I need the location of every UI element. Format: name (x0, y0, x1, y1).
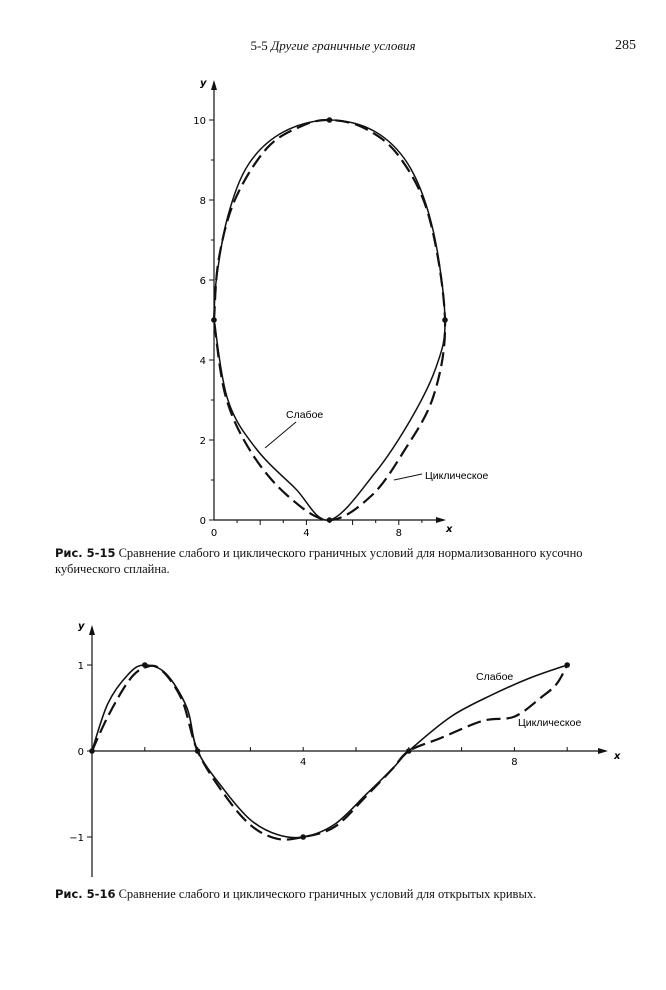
y-tick-label: −1 (69, 833, 84, 844)
control-point (89, 748, 95, 754)
control-point (142, 662, 148, 668)
running-header (0, 38, 666, 58)
control-point (327, 517, 333, 523)
page-number: 285 (615, 38, 636, 53)
figure-5-16-caption (55, 886, 640, 902)
x-tick-label: 8 (511, 757, 518, 768)
y-axis-arrow (89, 625, 95, 635)
figure-5-15-caption (55, 545, 640, 577)
annotation-cyclic: Циклическое (518, 717, 582, 729)
x-axis-arrow (598, 748, 608, 754)
section-title (0, 38, 666, 54)
x-tick-label: 4 (303, 528, 310, 539)
annotation-weak-leader (265, 422, 296, 448)
series-cyclic-curve (214, 120, 445, 520)
x-tick-label: 4 (300, 757, 307, 768)
section-name: Другие граничные условия (271, 38, 416, 53)
x-axis-label: x (614, 751, 621, 762)
x-axis-arrow (436, 517, 446, 523)
control-point (300, 834, 306, 840)
figure-5-15-chart (0, 70, 666, 540)
series-weak-curve (214, 120, 445, 520)
annotation-weak: Слабое (286, 409, 324, 421)
x-axis-label: x (446, 524, 453, 535)
series-cyclic-curve (92, 665, 567, 840)
control-point (211, 317, 217, 323)
y-tick-label: 8 (199, 196, 206, 207)
section-number: 5-5 (250, 38, 268, 53)
control-point (195, 748, 201, 754)
annotation-cyclic: Циклическое (425, 470, 489, 482)
y-axis-arrow (211, 80, 217, 90)
figure-5-16-chart (0, 615, 666, 885)
axes (193, 78, 453, 539)
annotation-cyclic-leader (394, 474, 422, 480)
figure-5-16-label: Рис. 5-16 (55, 887, 116, 901)
x-tick-label: 0 (210, 528, 218, 539)
control-point (442, 317, 448, 323)
figure-5-15-text: Сравнение слабого и циклического граничных условий для нормализованного кусочно кубического сплайна. (55, 546, 583, 576)
y-tick-label: 6 (199, 276, 206, 287)
y-tick-label: 1 (77, 661, 84, 672)
y-tick-label: 0 (77, 747, 84, 758)
control-point (406, 748, 412, 754)
y-axis-label: y (200, 78, 207, 89)
control-point (564, 662, 570, 668)
annotation-weak: Слабое (476, 671, 514, 683)
x-tick-label: 8 (395, 528, 402, 539)
figure-5-16-text: Сравнение слабого и циклического граничных условий для открытых кривых. (118, 887, 537, 901)
figure-5-15-label: Рис. 5-15 (55, 546, 116, 560)
y-tick-label: 4 (199, 356, 206, 367)
control-point (327, 117, 333, 123)
y-tick-label: 2 (199, 436, 206, 447)
axes (69, 621, 621, 877)
y-tick-label: 10 (193, 116, 206, 127)
y-axis-label: y (78, 621, 85, 632)
y-tick-label: 0 (199, 516, 206, 527)
